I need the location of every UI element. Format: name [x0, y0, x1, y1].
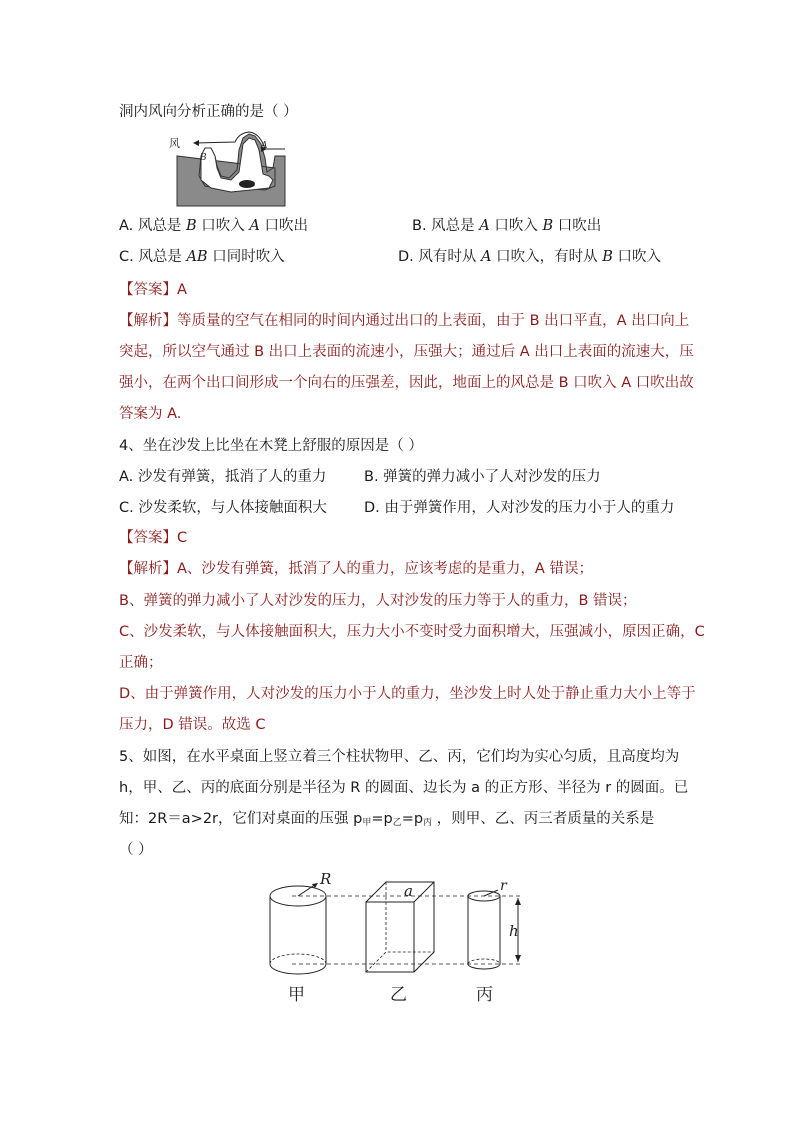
question-3-analysis-line: 答案为 A.: [119, 406, 182, 422]
option-c: [119, 247, 285, 267]
name-yi: 乙: [390, 985, 407, 1005]
option-b-text-end: 口吹出: [553, 218, 602, 234]
label-b: B: [200, 153, 207, 163]
option-d-var-a: A: [481, 249, 492, 265]
q5-eq: =p: [371, 811, 393, 827]
subscript-yi: 乙: [392, 818, 402, 828]
option-a: [119, 216, 308, 236]
question-4-analysis-line: 正确；: [119, 655, 163, 671]
question-4-analysis-line: 【解析】A、沙发有弹簧，抵消了人的重力，应该考虑的是重力，A 错误；: [119, 561, 593, 577]
q5-text-end: ，则甲、乙、丙三者质量的关系是: [432, 811, 655, 827]
question-4-analysis-line: C、沙发柔软，与人体接触面积大，压力大小不变时受力面积增大，压强减小，原因正确，C: [119, 624, 705, 640]
question-3-analysis-line: 【解析】等质量的空气在相同的时间内通过出口的上表面，由于 B 出口平直，A 出口向上: [119, 313, 690, 329]
label-R: R: [320, 870, 332, 888]
cave-wind-figure: [165, 128, 305, 208]
question-4-answer: 【答案】C: [119, 530, 188, 546]
name-bing: 丙: [476, 985, 493, 1005]
option-d-text-end: 口吹入: [612, 249, 661, 265]
label-a: A: [261, 141, 268, 151]
q5-eq: =p: [401, 811, 424, 827]
question-5-line: 5、如图，在水平桌面上竖立着三个柱状物甲、乙、丙，它们均为实心匀质，且高度均为: [119, 749, 680, 765]
question-5-line: [119, 809, 654, 833]
option-b-text: B. 风总是: [412, 218, 480, 234]
option-a-var-b: B: [186, 218, 197, 234]
option-b: [412, 216, 601, 236]
option-d-text: D. 风有时从: [398, 249, 481, 265]
q4-option-b: B. 弹簧的弹力减小了人对沙发的压力: [364, 469, 601, 485]
cuboid-yi: [366, 882, 434, 972]
subscript-bing: 丙: [423, 818, 433, 828]
question-3-stem: 洞内风向分析正确的是（ ）: [119, 104, 298, 120]
question-5-line: h，甲、乙、丙的底面分别是半径为 R 的圆面、边长为 a 的正方形、半径为 r 的圆面。已: [119, 780, 689, 796]
label-r: r: [500, 878, 507, 894]
q4-option-d: D. 由于弹簧作用，人对沙发的压力小于人的重力: [364, 500, 675, 516]
option-b-var-a: A: [479, 218, 490, 234]
q4-option-a: A. 沙发有弹簧，抵消了人的重力: [119, 469, 327, 485]
wind-label: 风: [169, 137, 180, 150]
label-a: a: [404, 882, 413, 900]
option-d-var-b: B: [602, 249, 613, 265]
q4-option-c: C. 沙发柔软，与人体接触面积大: [119, 500, 327, 516]
question-3-analysis-line: 突起，所以空气通过 B 出口上表面的流速小，压强大；通过后 A 出口上表面的流速大，压: [119, 344, 694, 360]
question-5-line: （ ）: [119, 842, 153, 858]
question-4-stem: 4、坐在沙发上比坐在木凳上舒服的原因是（ ）: [119, 438, 423, 454]
cylinder-bing: [468, 890, 500, 969]
option-c-var-ab: AB: [186, 249, 208, 265]
option-d: [398, 247, 661, 267]
option-b-text-mid: 口吹入: [489, 218, 543, 234]
question-4-analysis-line: 压力，D 错误。故选 C: [119, 717, 266, 733]
option-c-text: C. 风总是: [119, 249, 187, 265]
q5-text: 知：2R＝a>2r，它们对桌面的压强 p: [119, 811, 363, 827]
option-b-var-b: B: [542, 218, 554, 234]
option-a-text-end: 口吹出: [259, 218, 308, 234]
question-3-answer: 【答案】A: [119, 282, 187, 298]
cylinder-jia: [270, 883, 326, 974]
option-c-text-end: 口同时吹入: [207, 249, 285, 265]
question-4-analysis-line: D、由于弹簧作用，人对沙发的压力小于人的重力，坐沙发上时人处于静止重力大小上等于: [119, 686, 696, 702]
option-d-text-mid: 口吹入，有时从: [491, 249, 603, 265]
option-a-var-a: A: [249, 218, 260, 234]
question-4-analysis-line: B、弹簧的弹力减小了人对沙发的压力，人对沙发的压力等于人的重力，B 错误；: [119, 593, 637, 609]
option-a-text-mid: 口吹入: [196, 218, 250, 234]
subscript-jia: 甲: [362, 818, 372, 828]
animal-shape: [239, 180, 255, 188]
name-jia: 甲: [288, 985, 305, 1005]
solids-figure: [262, 868, 542, 1010]
label-h: h: [509, 922, 519, 940]
option-a-text: A. 风总是: [119, 218, 186, 234]
question-3-analysis-line: 强小，在两个出口间形成一个向右的压强差，因此，地面上的风总是 B 口吹入 A 口吹出故: [119, 375, 694, 391]
